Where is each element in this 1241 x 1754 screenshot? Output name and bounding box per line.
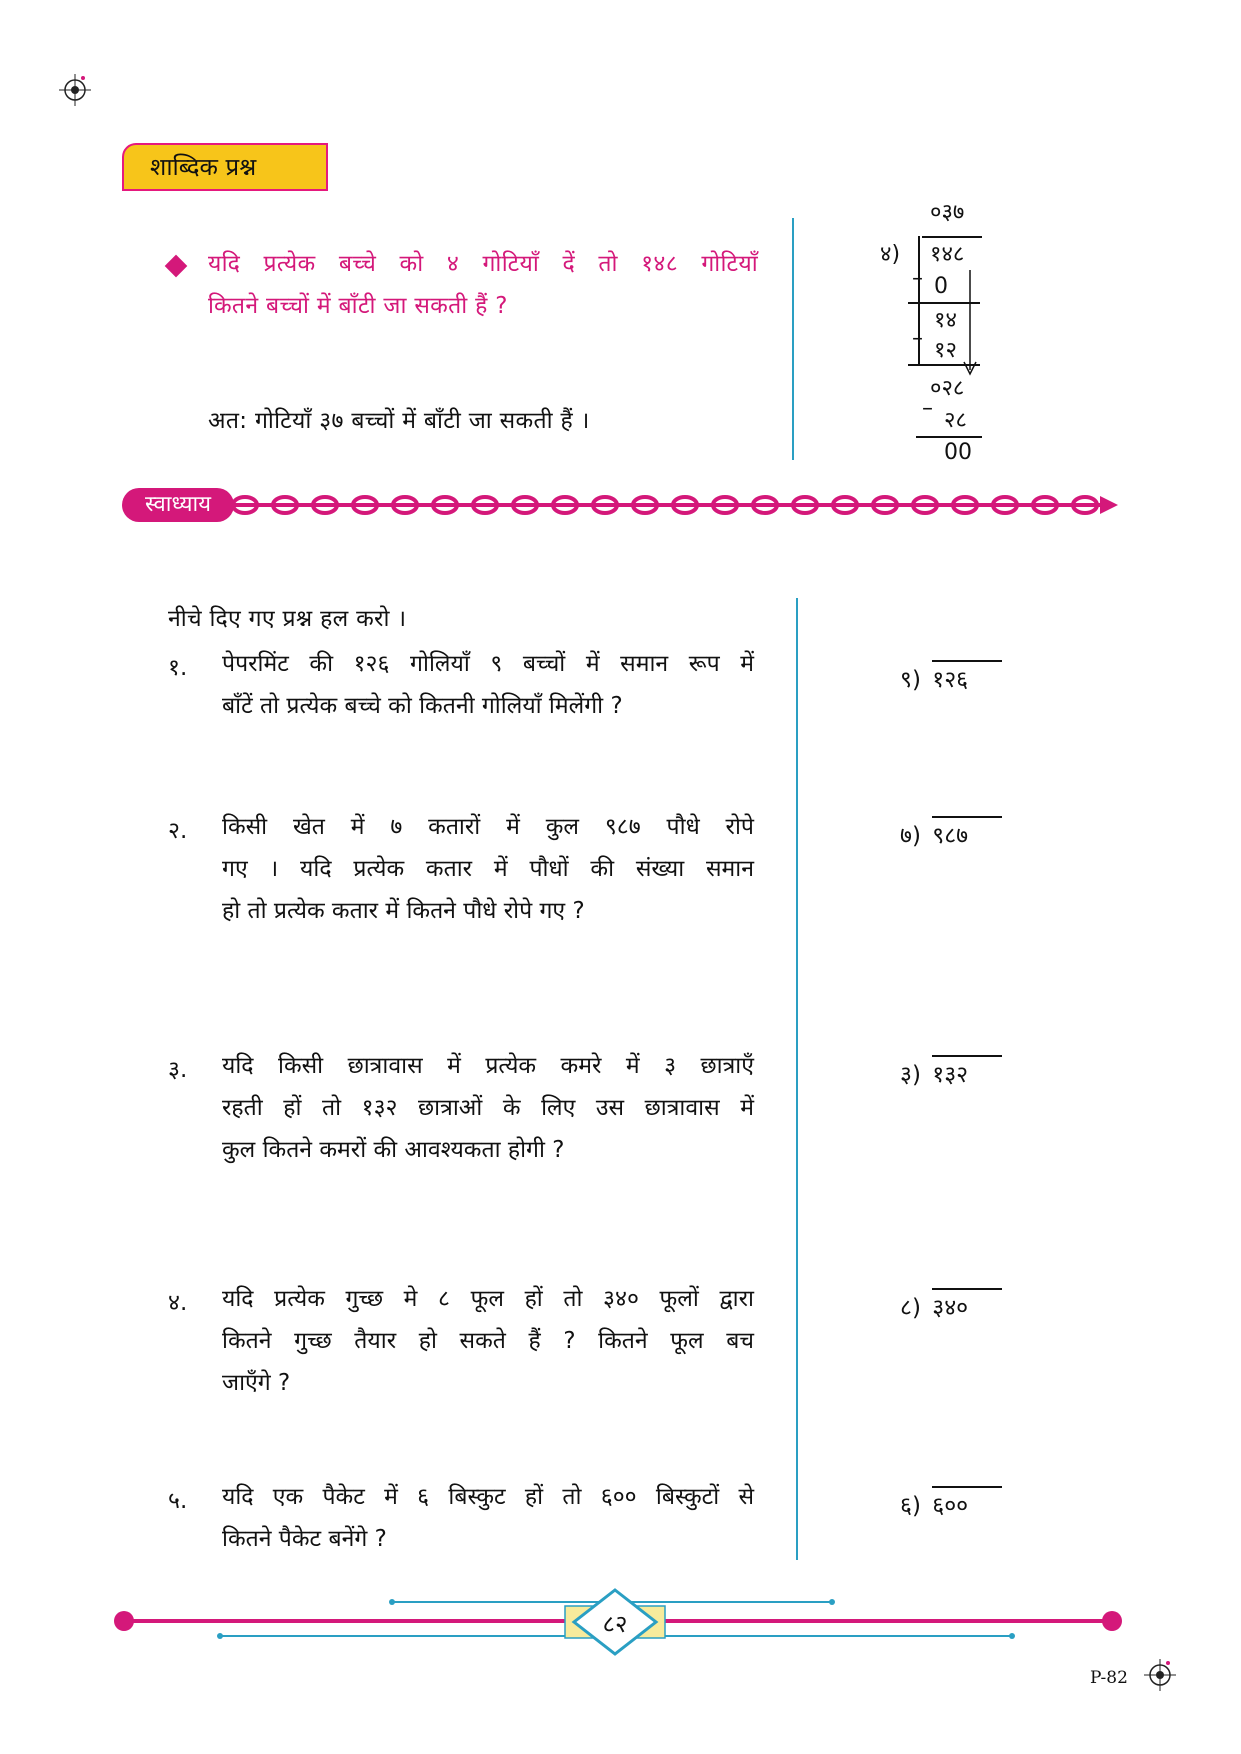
division-bar bbox=[932, 1486, 1002, 1488]
division-step-value: १४ bbox=[934, 308, 957, 333]
division-dividend: ३४० bbox=[932, 1295, 969, 1321]
page-code: P-82 bbox=[1090, 1668, 1128, 1688]
division-dividend: ९८७ bbox=[932, 823, 969, 849]
division-remainder: 00 bbox=[944, 440, 972, 465]
problem-number: ३. bbox=[168, 1057, 188, 1083]
division-quotient: ०३७ bbox=[930, 200, 965, 225]
division-step-minus: – bbox=[912, 326, 923, 351]
example-question bbox=[208, 243, 758, 327]
division-divisor: ९) bbox=[900, 667, 921, 693]
problem-number: १. bbox=[168, 655, 188, 681]
problem-text bbox=[222, 643, 754, 727]
division-step-value: 0 bbox=[934, 274, 948, 299]
divider-line bbox=[792, 218, 794, 460]
exercise-badge: स्वाध्याय bbox=[122, 488, 234, 522]
division-bar bbox=[932, 1055, 1002, 1057]
problem-line: गए । यदि प्रत्येक कतार में पौधों की संख्या समान bbox=[222, 856, 754, 882]
bullet-diamond-icon bbox=[165, 255, 188, 278]
division-bar bbox=[932, 660, 1002, 662]
division-step-minus: – bbox=[922, 396, 933, 421]
division-divisor: ४) bbox=[880, 242, 901, 267]
problem-line: कुल कितने कमरों की आवश्यकता होगी ? bbox=[222, 1137, 565, 1163]
division-box bbox=[900, 818, 1010, 858]
division-bar bbox=[932, 1288, 1002, 1290]
problem-line: कितने पैकेट बनेंगे ? bbox=[222, 1526, 387, 1552]
page-number: ८२ bbox=[602, 1610, 628, 1638]
problem-text bbox=[222, 1045, 754, 1171]
example-answer: अत: गोटियाँ ३७ बच्चों में बाँटी जा सकती हैं । bbox=[208, 408, 590, 434]
example-question-line: यदि प्रत्येक बच्चे को ४ गोटियाँ दें तो १४८ गोटियाँ bbox=[208, 251, 758, 277]
problem-line: किसी खेत में ७ कतारों में कुल ९८७ पौधे रोपे bbox=[222, 814, 754, 840]
division-step-value: २८ bbox=[944, 408, 967, 433]
division-box bbox=[900, 1057, 1010, 1097]
division-box bbox=[900, 662, 1010, 702]
problem-text bbox=[222, 1476, 754, 1560]
registration-mark-icon bbox=[55, 70, 95, 110]
division-box bbox=[900, 1290, 1010, 1330]
decorative-chain-border bbox=[225, 490, 1120, 520]
division-divisor: ८) bbox=[900, 1295, 921, 1321]
division-dividend: ६०० bbox=[932, 1493, 969, 1519]
division-divisor: ३) bbox=[900, 1062, 921, 1088]
problem-number: २. bbox=[168, 818, 188, 844]
division-step-value: १२ bbox=[934, 338, 957, 363]
problem-line: रहती हों तो १३२ छात्राओं के लिए उस छात्रावास में bbox=[222, 1095, 754, 1121]
problem-number: ५. bbox=[168, 1488, 188, 1514]
division-dividend: १२६ bbox=[932, 667, 969, 693]
section-tag-label: शाब्दिक प्रश्न bbox=[150, 153, 257, 181]
problem-line: जाएँगे ? bbox=[222, 1370, 291, 1396]
problem-text bbox=[222, 806, 754, 932]
bring-down-arrow-icon bbox=[962, 270, 978, 378]
division-box bbox=[900, 1488, 1010, 1528]
problem-line: यदि एक पैकेट में ६ बिस्कुट हों तो ६०० बिस्कुटों से bbox=[222, 1484, 754, 1510]
problem-line: बाँटें तो प्रत्येक बच्चे को कितनी गोलियाँ मिलेंगी ? bbox=[222, 693, 623, 719]
division-bar bbox=[932, 816, 1002, 818]
division-divisor: ६) bbox=[900, 1493, 921, 1519]
problem-line: यदि प्रत्येक गुच्छ मे ८ फूल हों तो ३४० फूलों द्वारा bbox=[222, 1286, 754, 1312]
problem-line: पेपरमिंट की १२६ गोलियाँ ९ बच्चों में समान रूप में bbox=[222, 651, 754, 677]
division-dividend: १४८ bbox=[930, 242, 965, 267]
division-dividend: १३२ bbox=[932, 1062, 969, 1088]
registration-mark-icon bbox=[1140, 1655, 1180, 1695]
problem-line: हो तो प्रत्येक कतार में कितने पौधे रोपे गए ? bbox=[222, 898, 585, 924]
example-question-line: कितने बच्चों में बाँटी जा सकती हैं ? bbox=[208, 293, 508, 319]
divider-line bbox=[796, 598, 798, 1560]
division-step-minus: – bbox=[912, 266, 923, 291]
instruction-text: नीचे दिए गए प्रश्न हल करो । bbox=[168, 606, 407, 632]
problem-line: यदि किसी छात्रावास में प्रत्येक कमरे में ३ छात्राएँ bbox=[222, 1053, 754, 1079]
division-rule bbox=[916, 436, 982, 438]
division-step-value: ०२८ bbox=[930, 376, 965, 401]
problem-line: कितने गुच्छ तैयार हो सकते हैं ? कितने फूल बच bbox=[222, 1328, 754, 1354]
problem-text bbox=[222, 1278, 754, 1404]
problem-number: ४. bbox=[168, 1290, 188, 1316]
division-divisor: ७) bbox=[900, 823, 921, 849]
